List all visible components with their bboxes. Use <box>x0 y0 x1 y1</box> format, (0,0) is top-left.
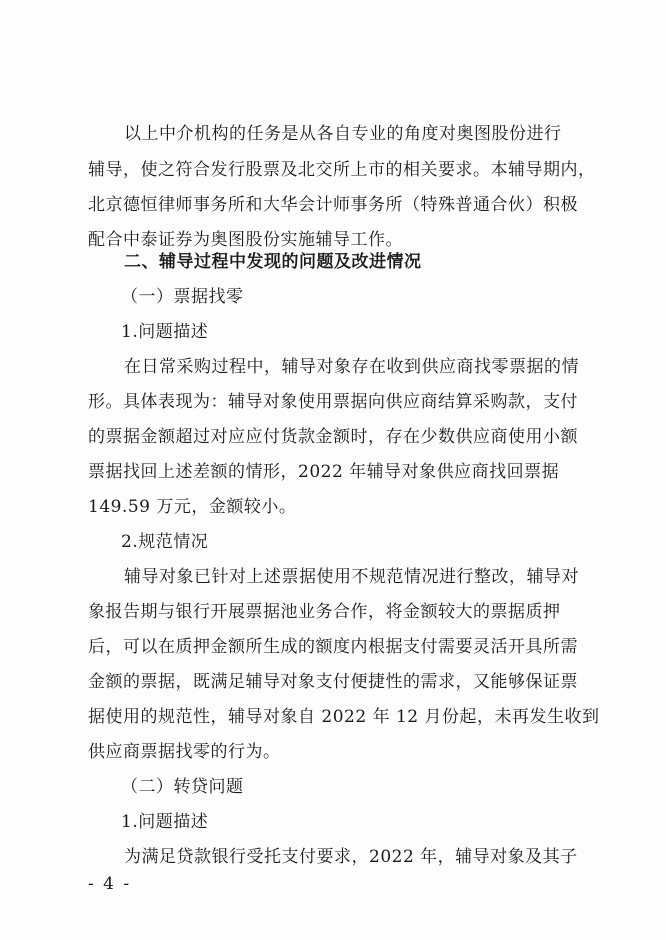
subsection-1-item-1: 1.问题描述 <box>121 322 209 342</box>
page-number: - 4 - <box>88 874 132 894</box>
paragraph-3-line-6: 供应商票据找零的行为。 <box>88 742 281 762</box>
paragraph-2-line-4: 票据找回上述差额的情形，2022 年辅导对象供应商找回票据 <box>88 462 560 482</box>
subsection-2-item-1: 1.问题描述 <box>121 812 209 832</box>
paragraph-2-line-2: 形。具体表现为：辅导对象使用票据向供应商结算采购款，支付 <box>88 392 578 412</box>
subsection-1-heading: （一）票据找零 <box>121 287 244 307</box>
paragraph-4-line-1: 为满足贷款银行受托支付要求，2022 年，辅导对象及其子 <box>124 847 578 867</box>
section-heading: 二、辅导过程中发现的问题及改进情况 <box>124 252 422 272</box>
paragraph-2-line-1: 在日常采购过程中，辅导对象存在收到供应商找零票据的情 <box>124 357 579 377</box>
paragraph-2-line-3: 的票据金额超过对应应付货款金额时，存在少数供应商使用小额 <box>88 427 578 447</box>
paragraph-1-line-1: 以上中介机构的任务是从各自专业的角度对奥图股份进行 <box>124 124 562 144</box>
paragraph-3-line-1: 辅导对象已针对上述票据使用不规范情况进行整改，辅导对 <box>124 567 579 587</box>
paragraph-3-line-5: 据使用的规范性，辅导对象自 2022 年 12 月份起，未再发生收到 <box>88 707 600 727</box>
paragraph-2-line-5: 149.59 万元，金额较小。 <box>88 497 297 517</box>
subsection-2-heading: （二）转贷问题 <box>121 777 244 797</box>
paragraph-1-line-4: 配合中泰证券为奥图股份实施辅导工作。 <box>88 230 403 250</box>
paragraph-1-line-2: 辅导，使之符合发行股票及北交所上市的相关要求。本辅导期内， <box>88 160 596 180</box>
paragraph-3-line-2: 象报告期与银行开展票据池业务合作，将金额较大的票据质押 <box>88 602 561 622</box>
subsection-1-item-2: 2.规范情况 <box>121 532 209 552</box>
paragraph-3-line-4: 金额的票据，既满足辅导对象支付便捷性的需求，又能够保证票 <box>88 672 578 692</box>
paragraph-1-line-3: 北京德恒律师事务所和大华会计师事务所（特殊普通合伙）积极 <box>88 195 578 215</box>
paragraph-3-line-3: 后，可以在质押金额所生成的额度内根据支付需要灵活开具所需 <box>88 637 578 657</box>
